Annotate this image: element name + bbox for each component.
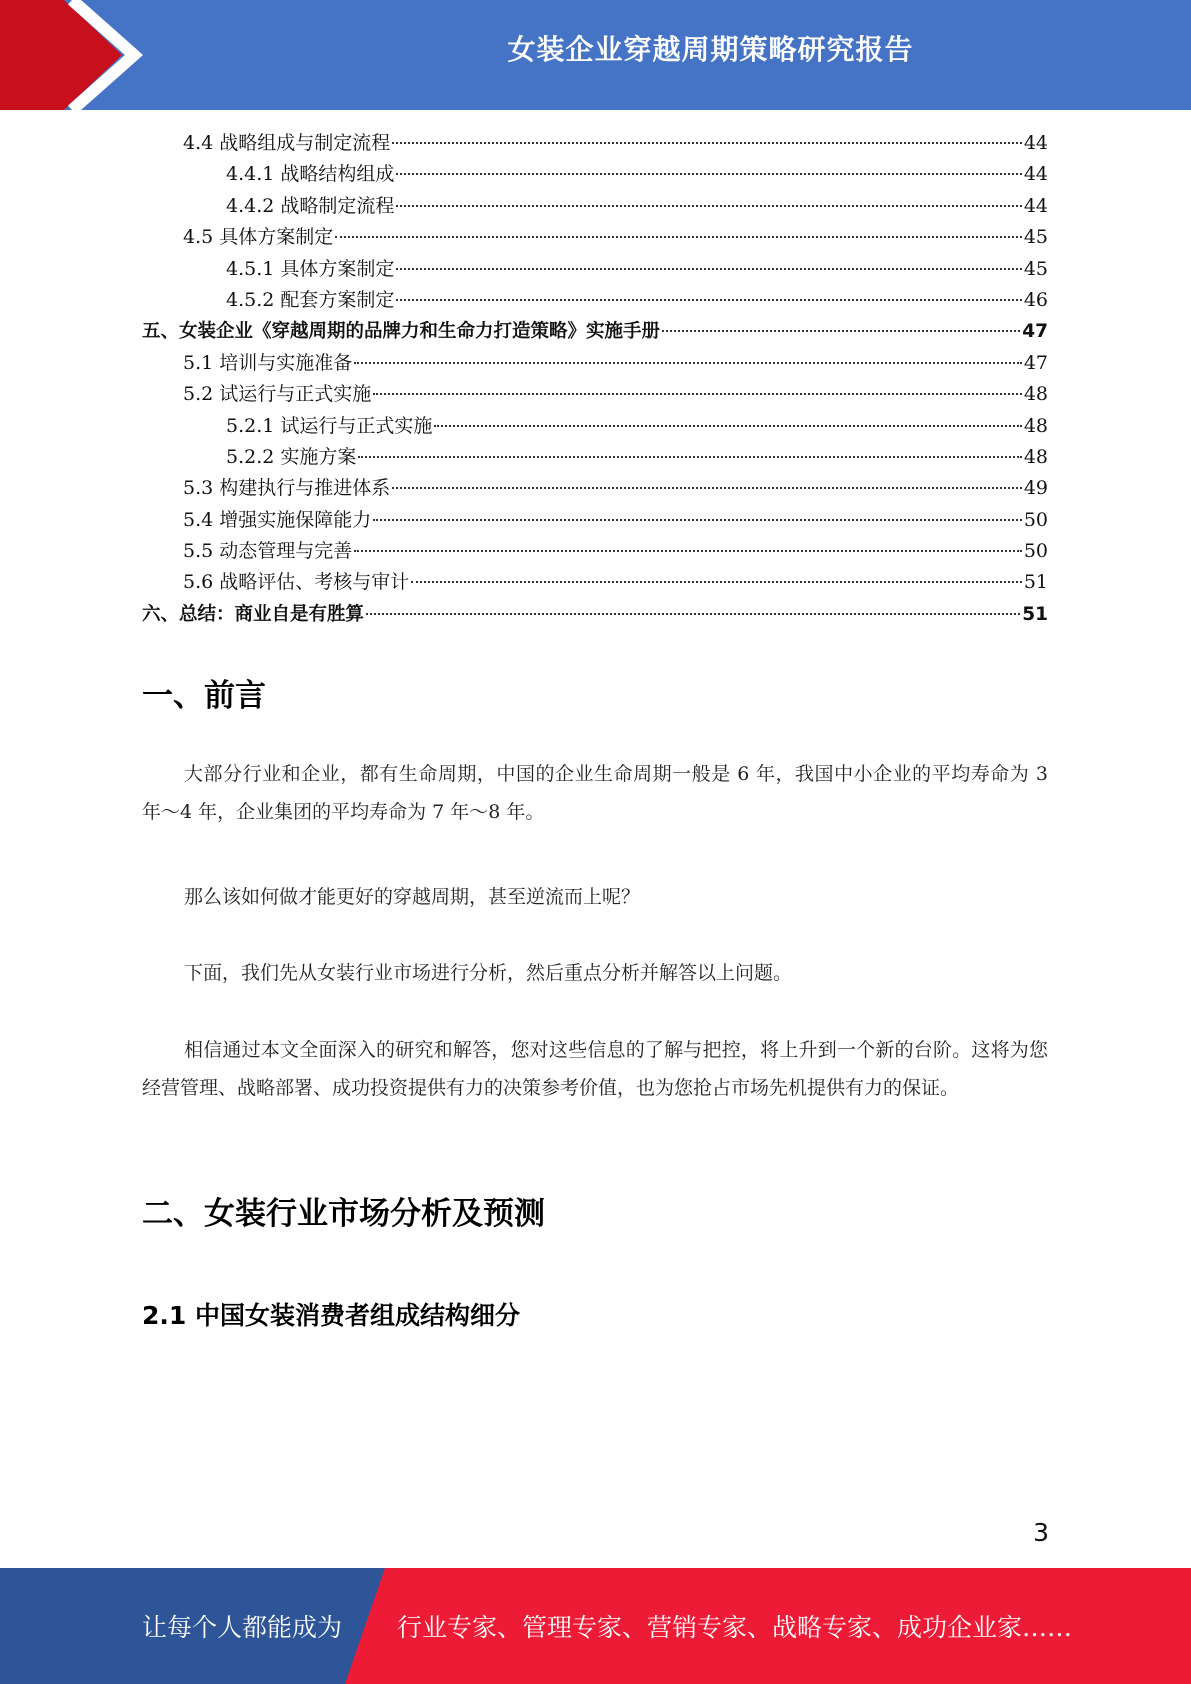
toc-entry-page: 50 [1023,508,1048,531]
toc-entry[interactable] [142,191,1048,222]
footer-slogan-right: 行业专家、管理专家、营销专家、战略专家、成功企业家…… [397,1613,1073,1642]
toc-entry-page: 49 [1023,477,1048,500]
toc-entry[interactable] [142,442,1048,473]
toc-entry-page: 44 [1023,194,1048,217]
toc-entry[interactable] [142,285,1048,316]
toc-entry-title: 5.6 战略评估、考核与审计 [183,571,410,594]
toc-dot-leader [366,613,1020,615]
toc-dot-leader [396,299,1021,301]
toc-entry[interactable] [142,159,1048,190]
toc-entry-page: 48 [1023,445,1048,468]
toc-entry-title: 5.2.2 实施方案 [226,445,357,468]
toc-entry[interactable] [142,128,1048,159]
toc-entry-title: 5.4 增强实施保障能力 [183,508,372,531]
preface-paragraph-2: 那么该如何做才能更好的穿越周期，甚至逆流而上呢？ [184,886,641,908]
page-number: 3 [1033,1518,1049,1547]
preface-paragraph-3: 下面，我们先从女装行业市场进行分析，然后重点分析并解答以上问题。 [184,962,793,984]
table-of-contents [142,128,1048,630]
toc-dot-leader [396,205,1021,207]
toc-entry-page: 51 [1022,603,1048,625]
header-arrow-decoration [0,0,160,110]
toc-entry-title: 5.5 动态管理与完善 [183,540,353,563]
toc-entry-page: 50 [1023,540,1048,563]
toc-entry-page: 47 [1023,351,1048,374]
toc-entry-title: 五、女装企业《穿越周期的品牌力和生命力打造策略》实施手册 [142,321,661,343]
section-heading-preface: 一、前言 [142,678,266,714]
toc-dot-leader [434,425,1021,427]
toc-entry[interactable] [142,473,1048,504]
toc-entry-title: 5.2.1 试运行与正式实施 [226,414,433,437]
toc-entry-title: 4.5.2 配套方案制定 [226,288,395,311]
toc-entry[interactable] [142,379,1048,410]
toc-entry[interactable] [142,254,1048,285]
toc-dot-leader [392,142,1022,144]
toc-entry[interactable] [142,505,1048,536]
toc-dot-leader [392,487,1022,489]
toc-entry-page: 44 [1023,132,1048,154]
toc-entry-title: 5.1 培训与实施准备 [183,351,353,374]
toc-entry-page: 46 [1023,288,1048,311]
toc-dot-leader [373,519,1022,521]
toc-entry[interactable] [142,316,1048,347]
toc-dot-leader [354,550,1022,552]
toc-entry[interactable] [142,599,1048,630]
toc-dot-leader [396,173,1021,175]
toc-entry[interactable] [142,348,1048,379]
toc-entry[interactable] [142,536,1048,567]
toc-dot-leader [662,330,1020,332]
toc-entry-page: 51 [1023,571,1048,594]
subsection-heading-consumer-structure: 2.1 中国女装消费者组成结构细分 [142,1301,520,1330]
toc-dot-leader [335,236,1022,238]
page-header [0,0,1191,110]
footer-slogan-left: 让每个人都能成为 [142,1613,343,1642]
toc-entry-page: 45 [1023,226,1048,249]
toc-entry[interactable] [142,411,1048,442]
toc-entry-title: 5.3 构建执行与推进体系 [183,477,391,500]
toc-entry-title: 4.4.1 战略结构组成 [226,163,395,186]
toc-entry-title: 六、总结：商业自是有胜算 [142,603,365,625]
header-title: 女装企业穿越周期策略研究报告 [507,33,914,66]
toc-entry-page: 47 [1022,321,1048,343]
toc-dot-leader [396,268,1021,270]
preface-paragraph-4: 相信通过本文全面深入的研究和解答，您对这些信息的了解与把控，将上升到一个新的台阶。这将为您经营管理、战略部署、成功投资提供有力的决策参考价值，也为您抢占市场先机提供有力的保证。 [142,1039,1048,1099]
toc-entry-title: 5.2 试运行与正式实施 [183,383,372,406]
toc-dot-leader [358,456,1021,458]
toc-dot-leader [411,581,1022,583]
toc-entry-title: 4.4 战略组成与制定流程 [183,132,391,154]
toc-entry[interactable] [142,222,1048,253]
toc-entry-title: 4.4.2 战略制定流程 [226,194,395,217]
toc-entry[interactable] [142,567,1048,598]
toc-entry-page: 44 [1023,163,1048,186]
page-footer [0,1568,1191,1684]
toc-dot-leader [354,362,1022,364]
section-heading-market-analysis: 二、女装行业市场分析及预测 [142,1196,545,1232]
toc-entry-title: 4.5.1 具体方案制定 [226,257,395,280]
toc-dot-leader [373,393,1022,395]
toc-entry-page: 48 [1023,414,1048,437]
toc-entry-page: 48 [1023,383,1048,406]
preface-paragraph-1: 大部分行业和企业，都有生命周期，中国的企业生命周期一般是 6 年，我国中小企业的平均寿命为 3 年～4 年，企业集团的平均寿命为 7 年～8 年。 [142,763,1048,823]
toc-entry-page: 45 [1023,257,1048,280]
toc-entry-title: 4.5 具体方案制定 [183,226,334,249]
